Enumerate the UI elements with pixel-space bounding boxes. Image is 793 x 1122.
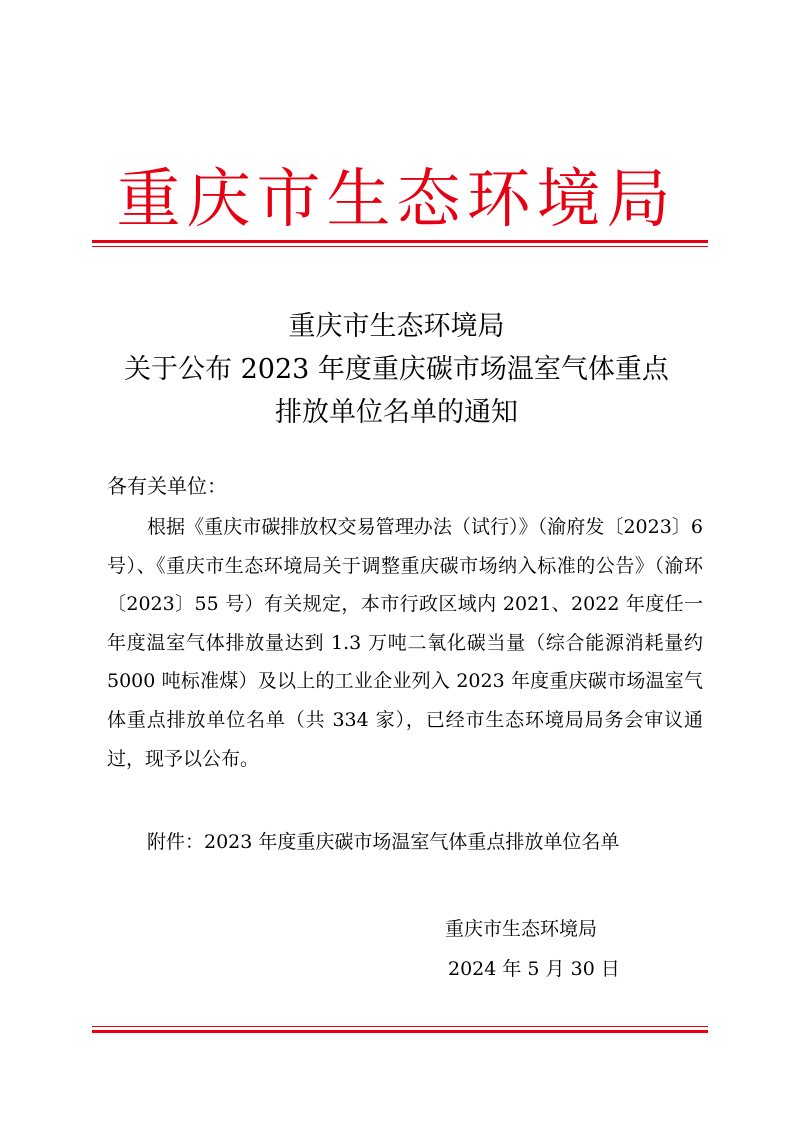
title-line-2: 关于公布 2023 年度重庆碳市场温室气体重点 [124, 354, 669, 385]
attachment-line: 附件：2023 年度重庆碳市场温室气体重点排放单位名单 [147, 831, 620, 853]
footer-rule-thick [92, 1030, 708, 1033]
masthead-rule-thin [92, 246, 708, 247]
document-title [0, 305, 793, 434]
masthead-issuer: 重庆市生态环境局 [116, 163, 677, 237]
salutation: 各有关单位： [107, 474, 227, 498]
issue-date: 2024 年 5 月 30 日 [448, 958, 620, 980]
signature-issuer: 重庆市生态环境局 [445, 918, 598, 940]
title-line-1: 重庆市生态环境局 [288, 311, 505, 342]
body-paragraph: 根据《重庆市碳排放权交易管理办法（试行）》（渝府发〔2023〕6 号）、《重庆市生态环境局关于调整重庆碳市场纳入标准的公告》（渝环〔2023〕55 号）有关规定，本市行政区域内 2021、2022 年度任一年度温室气体排放量达到 1.3 万吨二氧化碳当量（综合能源消耗量约 5000 吨标准煤）及以上的工业企业列入 2023 年度重庆碳市场温室气体重点排放单位名单（共 334 家），已经市生态环境局局务会审议通过，现予以公布。 [107, 516, 703, 770]
masthead-rule-thick [92, 240, 708, 243]
title-line-3: 排放单位名单的通知 [275, 397, 518, 428]
footer-rule-thin [92, 1026, 708, 1027]
